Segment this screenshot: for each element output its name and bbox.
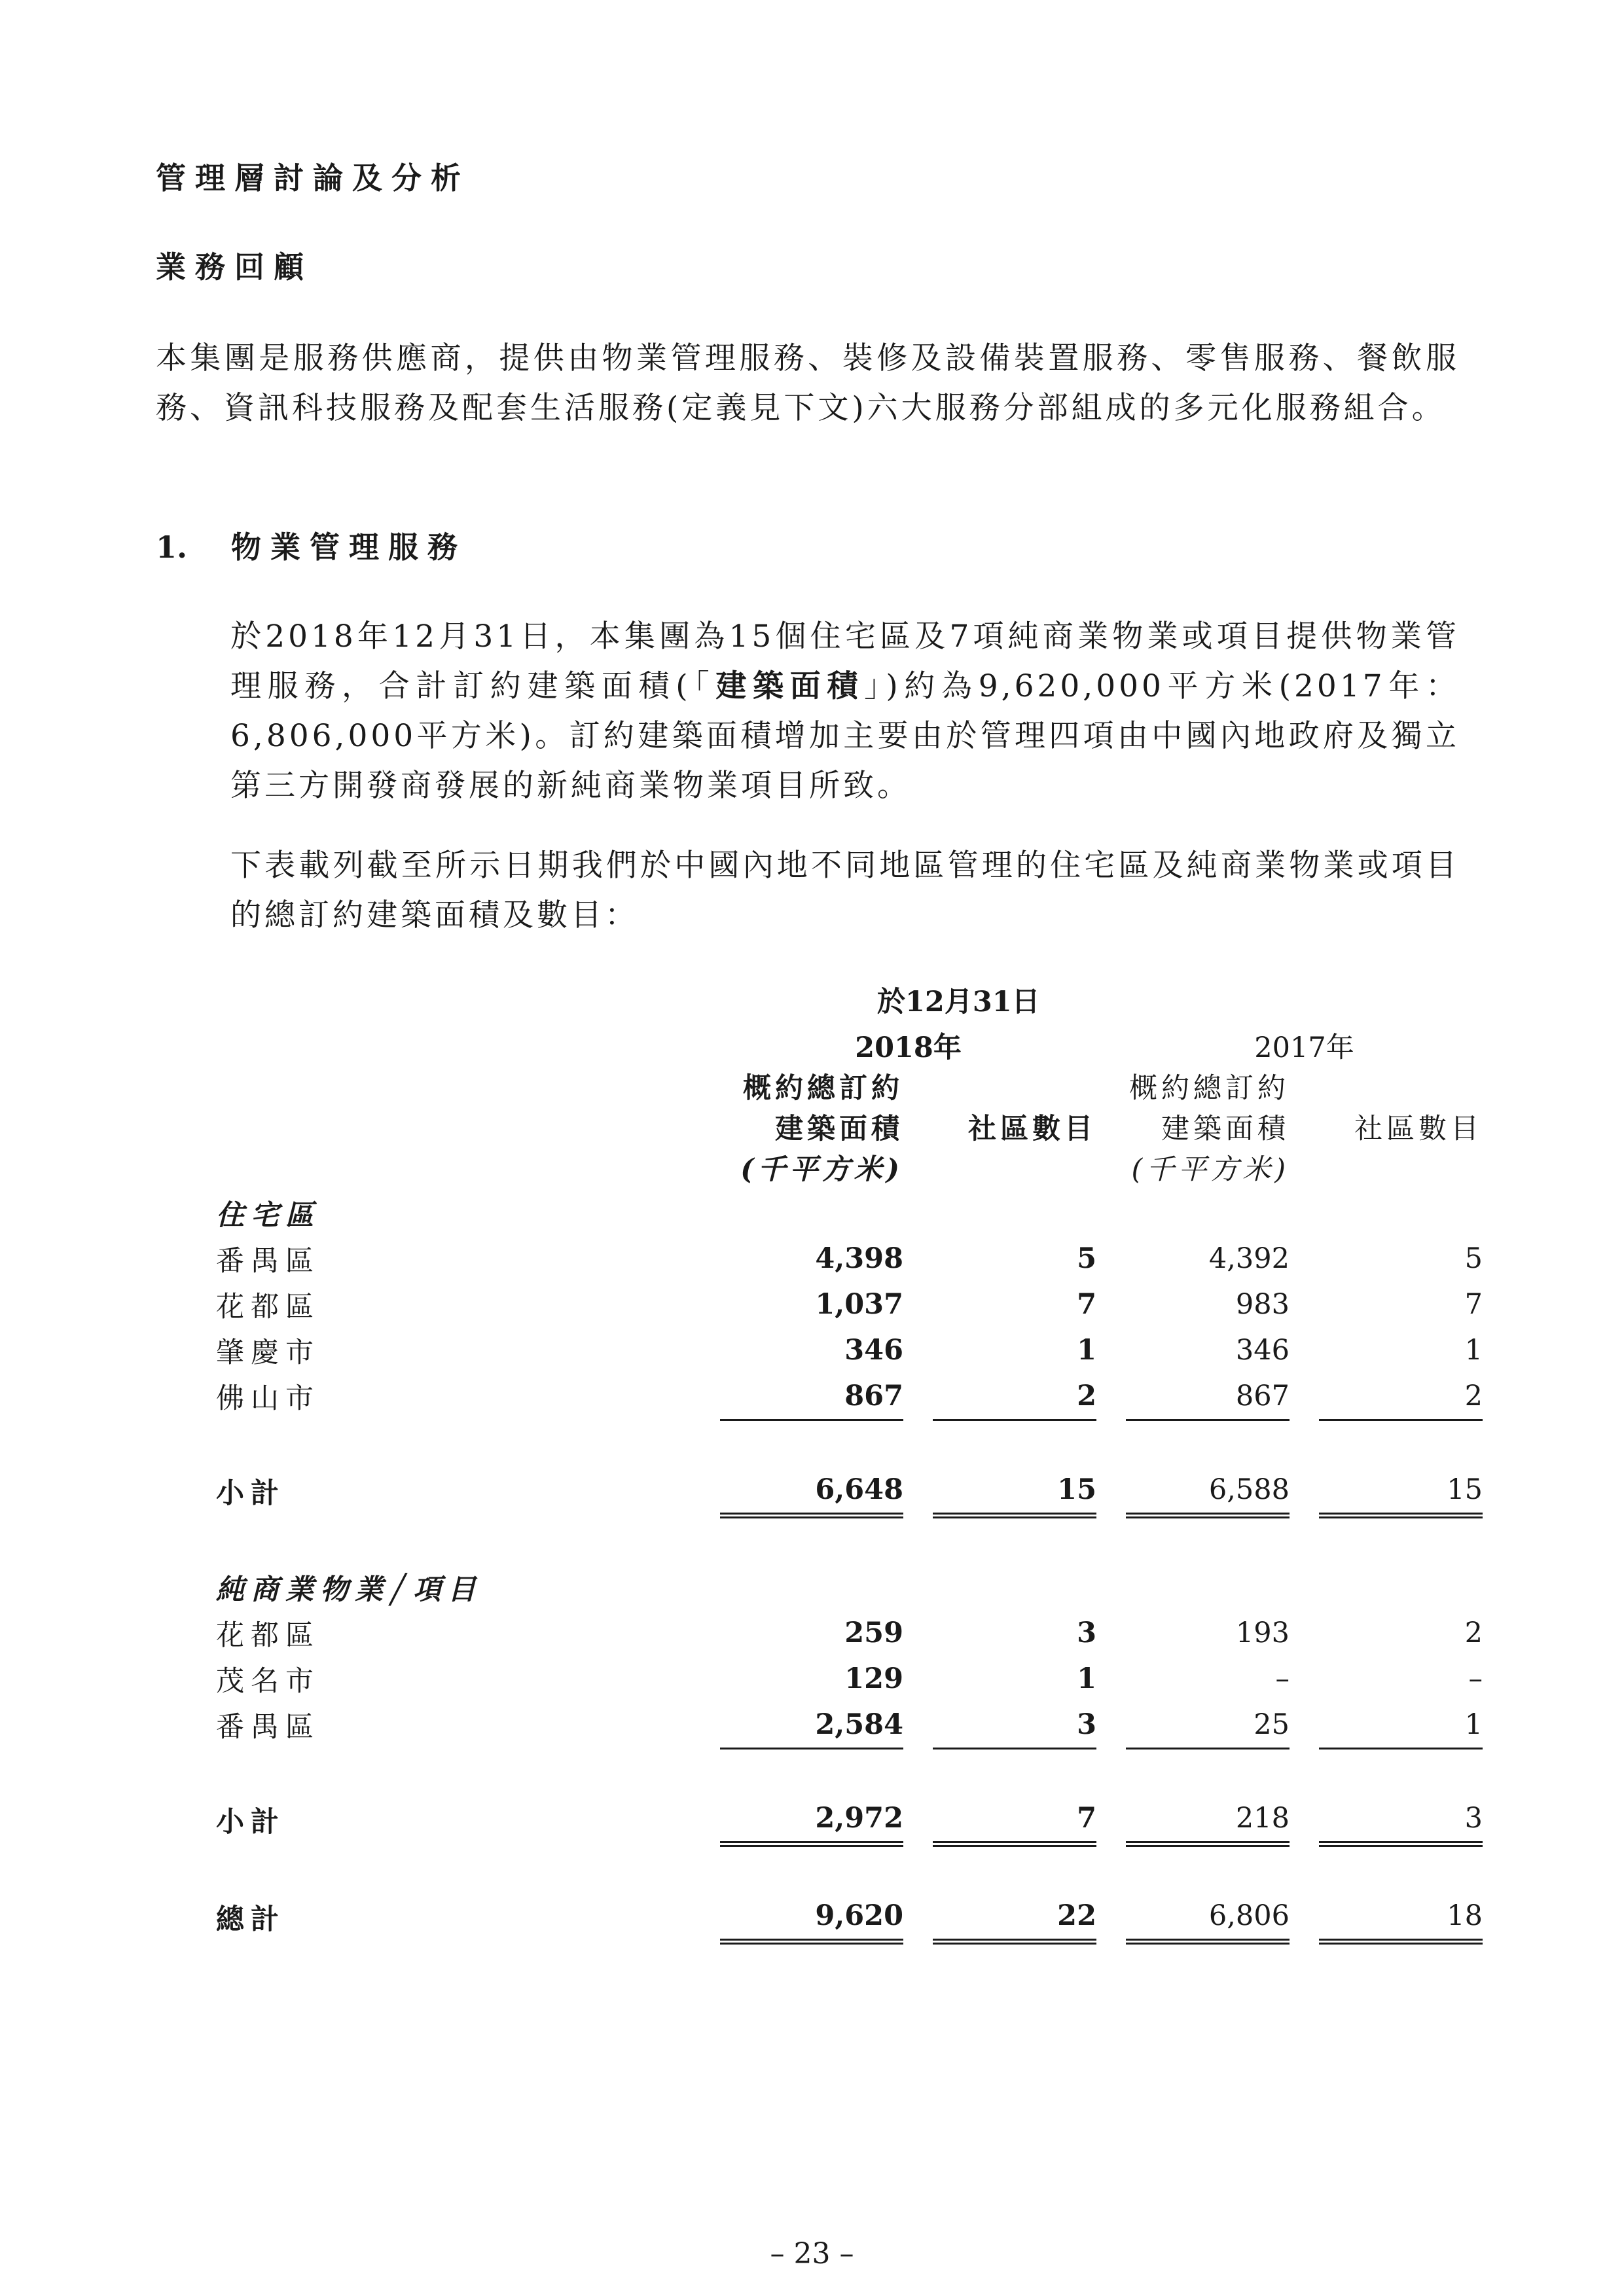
intro-paragraph: 本集團是服務供應商，提供由物業管理服務、裝修及設備裝置服務、零售服務、餐飲服務、資訊科技服務及配套生活服務(定義見下文)六大服務分部組成的多元化服務組合。 [156, 340, 1460, 426]
section-title: 業務回顧 [156, 249, 313, 285]
area-name: 佛山市 [216, 1382, 320, 1416]
count-2018: 1 [1077, 1334, 1096, 1367]
count-2017: 18 [1319, 1893, 1483, 1942]
area-name: 花都區 [216, 1619, 320, 1652]
gfa-2018: 9,620 [720, 1893, 903, 1942]
subtotal-label: 小計 [216, 1477, 285, 1510]
count-2017: 1 [1319, 1702, 1483, 1749]
count-2018: 15 [933, 1467, 1096, 1516]
year-header-row [216, 1022, 1483, 1068]
count-2018: 7 [933, 1795, 1096, 1844]
gfa-2018: 6,648 [720, 1467, 903, 1516]
gfa-2017: 346 [1235, 1334, 1290, 1367]
area-name: 花都區 [216, 1290, 320, 1323]
table-intro-paragraph: 下表載列截至所示日期我們於中國內地不同地區管理的住宅區及純商業物業或項目的總訂約建築面積及數目： [230, 848, 1460, 933]
count-2018: 2 [933, 1373, 1096, 1420]
gfa-table [216, 977, 1483, 1945]
residential-subtotal-row [216, 1467, 1483, 1516]
gfa-2017-header [1126, 1068, 1290, 1190]
gfa-2017: 867 [1126, 1373, 1290, 1420]
para1-text-a: 於2018年12月31日，本集團為15個住宅區及7項純商業物業或項目提供物業管理服務，合計訂約建築面積(「 [230, 619, 1460, 704]
table-row [216, 1282, 1483, 1327]
spacer-row [216, 1420, 1483, 1467]
count-2018: 5 [1077, 1242, 1096, 1275]
count-2018: 3 [933, 1702, 1096, 1749]
gfa-2018-header-line1: 概約總訂約 [743, 1072, 903, 1105]
gfa-2017: 218 [1126, 1795, 1290, 1844]
spacer-row [216, 1844, 1483, 1893]
count-2018-header: 社區數目 [968, 1113, 1096, 1145]
gfa-defined-term: 建築面積 [715, 668, 865, 704]
gfa-2017: – [1275, 1662, 1290, 1695]
subtotal-label: 小計 [216, 1805, 285, 1839]
gfa-2018: 129 [844, 1662, 903, 1695]
date-header: 於12月31日 [877, 985, 1040, 1018]
count-2017: 5 [1464, 1242, 1483, 1275]
count-2017: 7 [1464, 1288, 1483, 1321]
total-label: 總計 [216, 1903, 285, 1936]
year-2018-header: 2018年 [855, 1031, 962, 1064]
grand-total-row [216, 1893, 1483, 1942]
area-name: 肇慶市 [216, 1336, 320, 1369]
gfa-2018: 4,398 [815, 1242, 903, 1275]
count-2017: 3 [1319, 1795, 1483, 1844]
gfa-2017: 983 [1235, 1288, 1290, 1321]
table-row [216, 1327, 1483, 1373]
spacer-row [216, 1749, 1483, 1796]
residential-category-row [216, 1190, 1483, 1236]
count-2017: – [1468, 1662, 1483, 1695]
date-header-row [216, 977, 1483, 1022]
count-2018: 7 [1077, 1288, 1096, 1321]
count-2018: 3 [1077, 1617, 1096, 1649]
commercial-label: 純商業物業╱項目 [216, 1573, 482, 1606]
year-2017-header: 2017年 [1254, 1031, 1354, 1064]
table-row [216, 1656, 1483, 1702]
gfa-2017: 6,806 [1126, 1893, 1290, 1942]
commercial-subtotal-row [216, 1795, 1483, 1844]
table-row [216, 1236, 1483, 1282]
gfa-2018: 1,037 [815, 1288, 903, 1321]
gfa-2018: 2,584 [720, 1702, 903, 1749]
gfa-2018: 2,972 [720, 1795, 903, 1844]
commercial-category-row [216, 1564, 1483, 1610]
count-2017: 2 [1464, 1617, 1483, 1649]
count-2017: 15 [1319, 1467, 1483, 1516]
page-title: 管理層討論及分析 [156, 160, 470, 196]
gfa-2017: 6,588 [1126, 1467, 1290, 1516]
count-2018: 22 [933, 1893, 1096, 1942]
subsection-title: 物業管理服務 [231, 529, 467, 565]
subsection-heading [156, 524, 467, 567]
table-row [216, 1702, 1483, 1749]
para1-text-b: 」)約為9,620,000平方米(2017年：6,806,000平方米)。訂約建築面積增加主要由於管理四項由中國內地政府及獨立第三方開發商發展的新純商業物業項目所致。 [230, 668, 1460, 804]
table-row [216, 1610, 1483, 1656]
area-name: 番禺區 [216, 1711, 320, 1744]
gfa-2018: 867 [720, 1373, 903, 1420]
gfa-2017-header-line2: 建築面積 [1161, 1113, 1290, 1145]
gfa-2018: 346 [844, 1334, 903, 1367]
subsection-number: 1. [156, 529, 188, 565]
count-2017: 2 [1319, 1373, 1483, 1420]
table-row [216, 1373, 1483, 1420]
gfa-2018: 259 [844, 1617, 903, 1649]
gfa-2017-header-line1: 概約總訂約 [1129, 1072, 1290, 1105]
area-name: 番禺區 [216, 1244, 320, 1278]
gfa-2018-header [720, 1068, 903, 1190]
property-management-paragraph [230, 612, 1460, 811]
gfa-2018-header-line2: 建築面積 [775, 1113, 903, 1145]
area-name: 茂名市 [216, 1664, 320, 1698]
gfa-2017: 193 [1235, 1617, 1290, 1649]
gfa-2017: 25 [1126, 1702, 1290, 1749]
column-header-row [216, 1068, 1483, 1190]
count-2017-header: 社區數目 [1354, 1113, 1483, 1145]
residential-label: 住宅區 [216, 1198, 320, 1232]
count-2018: 1 [1077, 1662, 1096, 1695]
gfa-2017: 4,392 [1208, 1242, 1290, 1275]
spacer-row [216, 1516, 1483, 1565]
page-number: – 23 – [770, 2237, 854, 2270]
gfa-2017-unit: (千平方米) [1131, 1153, 1290, 1186]
count-2017: 1 [1464, 1334, 1483, 1367]
gfa-2018-unit: (千平方米) [740, 1153, 903, 1186]
